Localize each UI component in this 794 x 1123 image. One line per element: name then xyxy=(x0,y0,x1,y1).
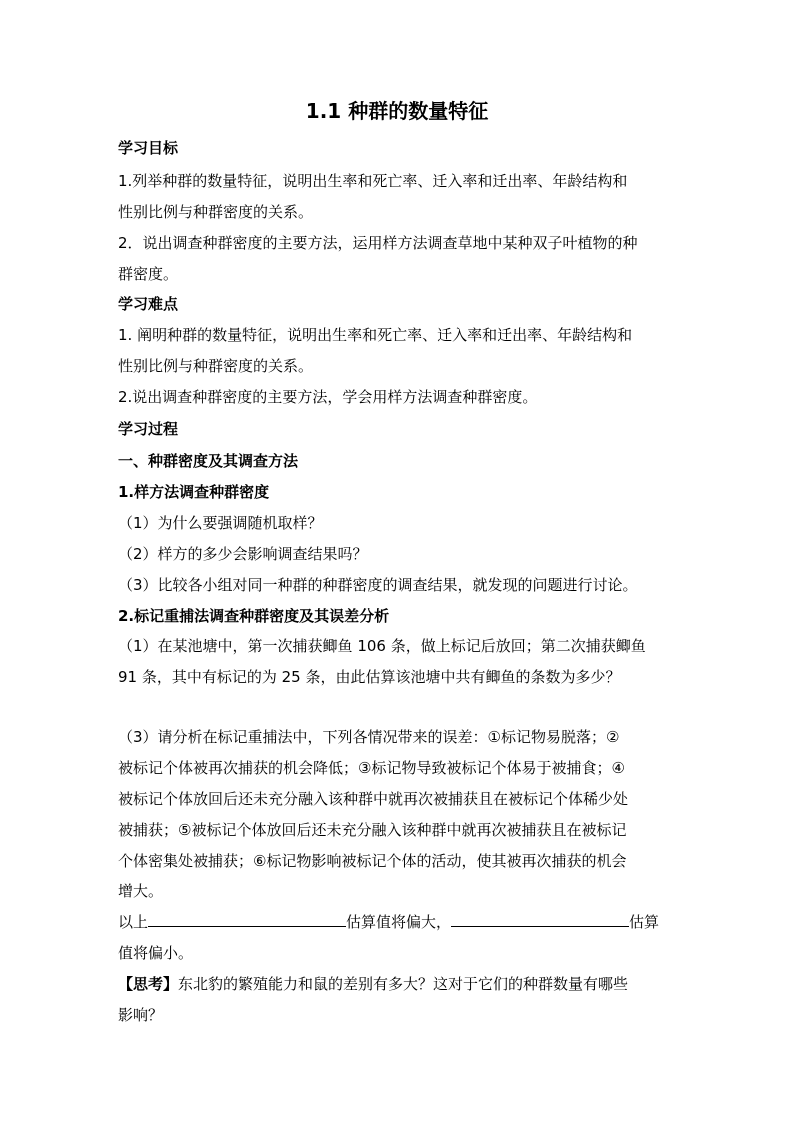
sub2-q3-line2: 被标记个体被再次捕获的机会降低；③标记物导致被标记个体易于被捕食；④ xyxy=(118,759,625,777)
goals-item2-line1: 2．说出调查种群密度的主要方法，运用样方法调查草地中某种双子叶植物的种 xyxy=(118,234,638,252)
difficulties-heading: 学习难点 xyxy=(118,295,179,313)
difficulties-item1-line2: 性别比例与种群密度的关系。 xyxy=(118,357,314,375)
difficulties-item1-line1: 1. 阐明种群的数量特征，说明出生率和死亡率、迁入率和迁出率、年龄结构和 xyxy=(118,326,633,344)
page-title: 1.1 种群的数量特征 xyxy=(305,99,489,123)
sub2-q3-line6: 增大。 xyxy=(118,882,164,900)
think-label: 【思考】 xyxy=(118,975,179,993)
goals-heading: 学习目标 xyxy=(118,139,179,157)
sub1-question-2: （2）样方的多少会影响调查结果吗？ xyxy=(118,545,368,563)
sub2-q3-line3: 被标记个体放回后还未充分融入该种群中就再次被捕获且在被标记个体稀少处 xyxy=(118,790,629,808)
sub1-question-1: （1）为什么要强调随机取样？ xyxy=(118,514,323,532)
sub2-heading: 2.标记重捕法调查种群密度及其误差分析 xyxy=(118,607,390,625)
think-line1 xyxy=(118,973,628,995)
section1-heading: 一、种群密度及其调查方法 xyxy=(118,452,299,470)
goals-item1-line2: 性别比例与种群密度的关系。 xyxy=(118,203,314,221)
sub2-q3-line5: 个体密集处被捕获；⑥标记物影响被标记个体的活动，使其被再次捕获的机会 xyxy=(118,852,627,870)
fill-in-line xyxy=(118,911,659,933)
sub1-question-3: （3）比较各小组对同一种群的种群密度的调查结果，就发现的问题进行讨论。 xyxy=(118,576,638,594)
fill-mid: 估算值将偏大， xyxy=(346,913,452,931)
fill-prefix: 以上 xyxy=(118,913,149,931)
think-text: 东北豹的繁殖能力和鼠的差别有多大？这对于它们的种群数量有哪些 xyxy=(178,975,629,993)
answer-blank-2[interactable] xyxy=(451,911,629,927)
fill-suffix: 估算 xyxy=(629,913,660,931)
difficulties-item2: 2.说出调查种群密度的主要方法，学会用样方法调查种群密度。 xyxy=(118,388,538,406)
sub2-q3-line1: （3）请分析在标记重捕法中，下列各情况带来的误差：①标记物易脱落；② xyxy=(118,728,620,746)
sub1-heading: 1.样方法调查种群密度 xyxy=(118,483,270,501)
sub2-q3-line4: 被捕获；⑤被标记个体放回后还未充分融入该种群中就再次被捕获且在被标记 xyxy=(118,821,627,839)
goals-item2-line2: 群密度。 xyxy=(118,265,179,283)
process-heading: 学习过程 xyxy=(118,420,179,438)
goals-item1-line1: 1.列举种群的数量特征，说明出生率和死亡率、迁入率和迁出率、年龄结构和 xyxy=(118,172,628,190)
answer-blank-1[interactable] xyxy=(148,911,346,927)
sub2-q1-line2: 91 条，其中有标记的为 25 条，由此估算该池塘中共有鲫鱼的条数为多少？ xyxy=(118,668,621,686)
think-line2: 影响？ xyxy=(118,1006,164,1024)
sub2-q1-line1: （1）在某池塘中，第一次捕获鲫鱼 106 条，做上标记后放回；第二次捕获鲫鱼 xyxy=(118,637,646,655)
fill-line2: 值将偏小。 xyxy=(118,944,194,962)
